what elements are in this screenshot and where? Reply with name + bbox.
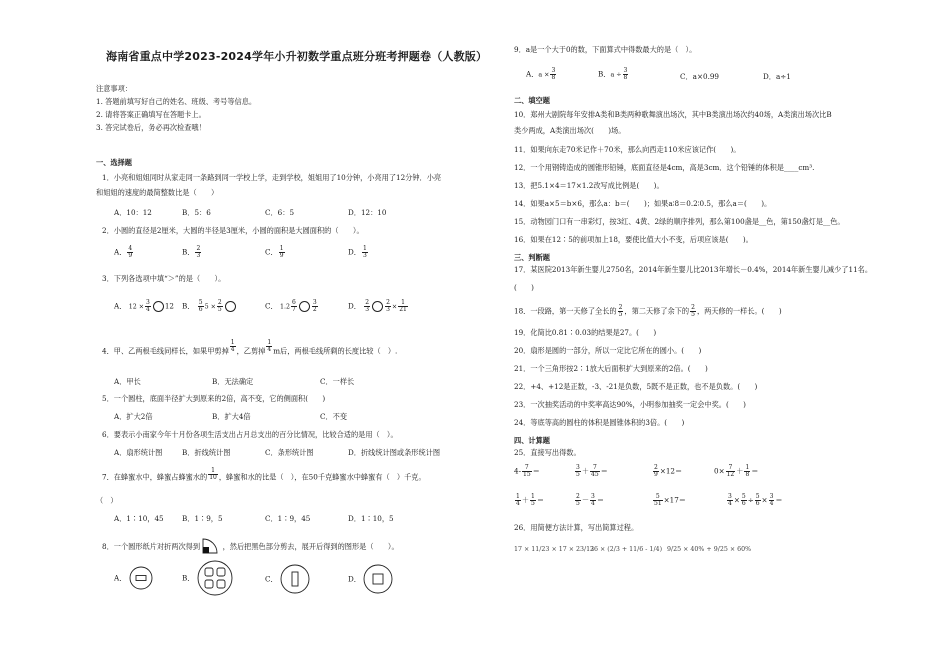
q8-option-d[interactable] xyxy=(348,564,393,594)
note-item: 2. 请将答案正确填写在答题卡上。 xyxy=(96,110,206,119)
q3-option-a[interactable] xyxy=(114,300,174,313)
frac-den: 10 xyxy=(209,474,217,481)
frac-den: 3 xyxy=(196,252,201,259)
calc-item xyxy=(652,494,686,507)
frac-den: 15 xyxy=(523,471,531,478)
simplify-expr-3: 9/25 × 40% + 9/25 × 60% xyxy=(667,546,752,553)
q4-text xyxy=(102,339,398,358)
q7-option-c[interactable]: C．1∶9，45 xyxy=(265,514,311,523)
q5-option-b[interactable]: B．扩大4倍 xyxy=(212,412,251,421)
section-calc-heading: 四、计算题 xyxy=(514,436,550,445)
circle-with-square-figure xyxy=(363,564,393,594)
frac-num: 3 xyxy=(769,493,774,500)
q6-option-d[interactable]: D．折线统计图或条形统计图 xyxy=(348,448,441,457)
frac-den: 45 xyxy=(591,471,599,478)
q16-text: 16．如果在12∶5的前项加上18，要使比值大小不变，后项应该是( )。 xyxy=(514,235,753,244)
frac-num: 1 xyxy=(745,464,750,471)
frac-den: 5 xyxy=(531,500,535,507)
q2-option-d[interactable] xyxy=(348,246,369,259)
expr-part: ＝ xyxy=(775,495,783,505)
frac-num: 2 xyxy=(691,304,695,311)
frac-den: 9 xyxy=(654,471,658,478)
q18-text-part: ，第二天修了余下的 xyxy=(624,306,690,316)
frac-num: 3 xyxy=(145,299,150,306)
calc-item: $\frac{3}{4}$ × $\frac{5}{6}$ ÷ $\frac{5}{6}$ × $\frac{3}{4}$ ＝ xyxy=(728,493,783,507)
q18-text xyxy=(514,305,782,318)
q5-text: 5．一个圆柱，底面半径扩大到原来的2倍，高不变，它的侧面积( ) xyxy=(102,394,326,403)
compare-circle xyxy=(372,301,383,312)
frac-den: 3 xyxy=(365,306,370,313)
q1-option-b[interactable]: B．5：6 xyxy=(182,208,211,217)
q8-option-a[interactable] xyxy=(114,566,153,590)
frac-den: 7 xyxy=(292,306,296,313)
q3-option-d-label: D． xyxy=(348,301,361,311)
q8-option-b-label: B． xyxy=(182,573,195,583)
expr-part: ＝ xyxy=(596,495,605,505)
q1-option-d[interactable]: D．12：10 xyxy=(348,208,387,217)
frac-num: 1 xyxy=(279,245,284,252)
q18-text-part: 18．一段路，第一天修了全长的 xyxy=(514,306,617,316)
q1-option-c[interactable]: C．6：5 xyxy=(265,208,295,217)
expr-part: a ÷ xyxy=(610,71,622,79)
q7-option-d[interactable]: D．1∶10，5 xyxy=(348,514,394,523)
q12-text: 12．一个用钢铸造成的圆锥形铅锤，底面直径是4cm，高是3cm．这个铅锤的体积是____cm³. xyxy=(514,163,815,172)
compare-circle xyxy=(299,301,310,312)
frac-num: 2 xyxy=(576,493,580,500)
frac-num: 3 xyxy=(591,493,595,500)
expr-part: ＋ xyxy=(581,466,590,476)
expr-part: ×12＝ xyxy=(659,466,683,476)
notes-heading: 注意事项： xyxy=(96,84,132,93)
frac-num: 1 xyxy=(362,245,367,252)
q3-option-c-label: C． xyxy=(265,301,278,311)
expr-part: 12 xyxy=(164,301,174,311)
frac-num: 3 xyxy=(312,299,317,306)
frac-den: 3 xyxy=(386,306,390,313)
expr-part: － xyxy=(581,495,590,505)
frac-num: 3 xyxy=(576,464,580,471)
frac-num: 1 xyxy=(267,339,272,346)
frac-num: 1 xyxy=(398,300,408,307)
q15-text: 15．动物园门口有一串彩灯，按3红、4黄、2绿的顺序排列，那么第100盏是__色，第150盏灯是__色。 xyxy=(514,217,845,226)
frac-den: 8 xyxy=(623,74,628,81)
frac-num: 2 xyxy=(365,299,370,306)
expr-part: ×17＝ xyxy=(663,495,686,505)
frac-num: 1 xyxy=(531,493,535,500)
frac-den: 9 xyxy=(128,252,133,259)
frac-num: 6 xyxy=(292,299,296,306)
q25-text: 25．直接写出得数。 xyxy=(514,448,581,457)
q26-text: 26．用简便方法计算，写出简算过程。 xyxy=(514,523,639,532)
q7-option-b[interactable]: B．1∶9，5 xyxy=(182,514,223,523)
expr-part: ＝ xyxy=(600,466,608,476)
frac-num: 2 xyxy=(654,464,658,471)
folded-quarter-circle-figure xyxy=(202,538,220,556)
frac-den: 6 xyxy=(755,500,760,507)
expr-part: a × xyxy=(538,71,550,79)
frac-num: 5 xyxy=(755,493,760,500)
q3-option-c[interactable] xyxy=(265,300,319,313)
frac-den: 5 xyxy=(576,471,580,478)
q7-text-part: 7．在蜂蜜水中，蜂蜜占蜂蜜水的 xyxy=(102,472,208,482)
frac-num: 7 xyxy=(590,465,600,472)
frac-den: 4 xyxy=(591,500,595,507)
expr-part: 0× xyxy=(714,466,725,476)
q5-option-c[interactable]: C．不变 xyxy=(320,412,348,421)
q9-option-c[interactable]: C．a×0.99 xyxy=(680,72,719,81)
frac-den: 4 xyxy=(145,306,150,313)
q2-option-d-label: D． xyxy=(348,247,361,257)
calc-item xyxy=(574,494,604,507)
frac-den: 6 xyxy=(741,500,746,507)
frac-num: 3 xyxy=(623,67,628,74)
q6-option-b[interactable]: B．折线统计图 xyxy=(182,448,231,457)
q3-option-a-label: A． xyxy=(114,301,127,311)
q6-option-a[interactable]: A．扇形统计图 xyxy=(114,448,163,457)
frac-den: 5 xyxy=(618,311,623,318)
calc-item xyxy=(514,465,540,478)
frac-num: 2 xyxy=(618,304,623,311)
q9-option-d[interactable]: D．a÷1 xyxy=(763,72,791,81)
q21-text: 21．一个三角形按2∶1放大后面积扩大到原来的2倍。( ) xyxy=(514,364,708,373)
frac-den: 4 xyxy=(516,500,520,507)
q4-text-part: ，乙剪掉 xyxy=(236,346,266,356)
q6-option-c[interactable]: C．条形统计图 xyxy=(265,448,314,457)
frac-den: 4 xyxy=(230,346,235,353)
frac-num: 7 xyxy=(726,465,736,472)
frac-num: 1 xyxy=(230,339,235,346)
section-judge-heading: 三、判断题 xyxy=(514,253,550,262)
section-choice-heading: 一、选择题 xyxy=(96,158,132,167)
q2-option-c[interactable] xyxy=(265,246,286,259)
q22-text: 22．+4、+12是正数，-3、-21是负数，5既不是正数，也不是负数。( ) xyxy=(514,382,758,391)
q9-text: 9．a是一个大于0的数，下面算式中得数最大的是（ ）。 xyxy=(514,45,697,54)
frac-den: 8 xyxy=(551,74,556,81)
q8-text xyxy=(102,538,399,556)
q13-text: 13．把5.1×4＝17×1.2改写成比例是( )。 xyxy=(514,181,664,190)
frac-den: 4 xyxy=(728,500,732,507)
frac-den: 4 xyxy=(769,500,774,507)
q9-option-b-label: B． xyxy=(598,69,611,79)
frac-den: 5 xyxy=(217,306,222,313)
frac-num: 5 xyxy=(198,299,203,306)
frac-den: 9 xyxy=(279,252,284,259)
frac-num: 3 xyxy=(551,67,556,74)
frac-den: 8 xyxy=(745,471,750,478)
simplify-expr-2: 36 × (2/3 + 11/6 - 1/4) xyxy=(590,546,663,553)
q4-text-part: m后，两根毛线所剩的长度比较（ ）. xyxy=(273,346,398,356)
frac-den: 3 xyxy=(362,252,367,259)
expr-part: 1.2 xyxy=(279,303,290,311)
q7-text xyxy=(102,467,426,484)
q5-option-a[interactable]: A．扩大2倍 xyxy=(114,412,153,421)
section-fill-heading: 二、填空题 xyxy=(514,96,550,105)
q10-text: 10．郑州大剧院每年安排A类和B类两种歌舞演出场次，其中B类演出场次约40场，A类演出场次比B xyxy=(514,110,832,119)
q7-paren: （ ） xyxy=(96,496,118,505)
q7-option-a[interactable]: A．1∶10，45 xyxy=(114,514,164,523)
compare-circle xyxy=(153,301,164,312)
frac-den: 5 xyxy=(691,311,695,318)
q3-text: 3．下列各选项中填“＞”的是（ ）。 xyxy=(102,274,226,283)
expr-part: 4- xyxy=(514,466,522,476)
frac-den: 5 xyxy=(576,500,580,507)
q6-text: 6．要表示小南家今年十月份各项生活支出占月总支出的百分比情况，比较合适的是用（ ）。 xyxy=(102,430,398,439)
q4-option-c[interactable]: C．一样长 xyxy=(320,377,355,386)
q8-option-c[interactable] xyxy=(265,564,310,594)
q4-option-b[interactable]: B．无法确定 xyxy=(212,377,254,386)
q8-text-part: 8．一个圆形纸片对折两次得到 xyxy=(102,542,201,551)
frac-den: 12 xyxy=(726,471,735,478)
q3-option-b[interactable] xyxy=(182,300,237,313)
frac-den: 51 xyxy=(654,500,662,507)
frac-den: 6 xyxy=(198,306,203,313)
calc-item xyxy=(652,465,682,478)
q14-text: 14．如果a×5＝b×6，那么a：b＝( )；如果a∶8＝0.2∶0.5，那么a＝( )。 xyxy=(514,199,772,208)
exam-title: 海南省重点中学2023-2024学年小升初数学重点班分班考押题卷（人教版） xyxy=(106,50,488,63)
circle-with-vertical-slot-figure xyxy=(280,564,310,594)
q11-text: 11．如果向东走70米记作＋70米，那么向西走110米应该记作( )。 xyxy=(514,145,741,154)
calc-item xyxy=(574,465,608,478)
q2-option-b-label: B． xyxy=(182,247,195,257)
q1-text-cont: 和姐姐的速度的最简整数比是（ ） xyxy=(96,188,219,197)
frac-num: 2 xyxy=(196,245,201,252)
q18-text-part: ，两天修的一样长。( ) xyxy=(696,306,782,316)
frac-num: 1 xyxy=(208,468,218,475)
frac-num: 5 xyxy=(741,493,746,500)
frac-den: 4 xyxy=(267,346,272,353)
q3-option-b-label: B． xyxy=(182,301,195,311)
expr-part: ＝ xyxy=(536,495,545,505)
q1-text: 1．小亮和姐姐同时从家走同一条路到同一学校上学，走到学校，姐姐用了10分钟，小亮用了12分钟．小亮 xyxy=(102,173,442,182)
q9-option-a-label: A． xyxy=(526,69,539,79)
circle-with-slot-figure xyxy=(129,566,153,590)
calc-item xyxy=(514,494,544,507)
calc-item: 0× $\frac{7}{12}$ ＋ $\frac{1}{8}$ ＝ xyxy=(714,464,759,478)
frac-den: 21 xyxy=(399,306,407,313)
simplify-expr-1: 17 × 11/23 × 17 × 23/12 xyxy=(514,546,595,553)
q9-option-b[interactable] xyxy=(598,68,629,81)
q17-text: 17．某医院2013年新生婴儿2750名，2014年新生婴儿比2013年增长－0.4%，2014年新生婴儿减少了11名。 xyxy=(514,265,873,274)
circle-with-four-squares-figure xyxy=(197,560,233,596)
frac-num: 1 xyxy=(516,493,520,500)
expr-part: ＝ xyxy=(751,466,759,476)
frac-den: 2 xyxy=(312,306,317,313)
q9-option-a[interactable] xyxy=(526,68,557,81)
note-item: 1. 答题前填写好自己的姓名、班级、考号等信息。 xyxy=(96,97,257,106)
q2-option-b[interactable] xyxy=(182,246,202,259)
frac-num: 7 xyxy=(522,465,532,472)
expr-part: ＝ xyxy=(532,466,540,476)
q24-text: 24．等底等高的圆柱的体积是圆锥体积的3倍。( ) xyxy=(514,418,685,427)
note-item: 3. 答完试卷后，务必再次检查哦！ xyxy=(96,123,206,132)
q8-option-b[interactable] xyxy=(182,560,233,596)
q17-paren: ( ) xyxy=(514,283,534,292)
q2-text: 2．小圆的直径是2厘米，大圆的半径是3厘米，小圆的面积是大圆面积的（ ）。 xyxy=(102,226,364,235)
q1-option-a[interactable]: A．10：12 xyxy=(114,208,152,217)
q2-option-a[interactable] xyxy=(114,246,134,259)
frac-num: 2 xyxy=(217,299,222,306)
q8-option-d-label: D． xyxy=(348,574,361,584)
expr-part: 12 × xyxy=(128,303,144,311)
q10-text-cont: 类少两成，A类演出场次( )场。 xyxy=(514,126,626,135)
q3-option-d[interactable]: D． $\frac{2}{3}$ $\frac{2}{3}$ × $\frac{1}{21}$ xyxy=(348,299,407,313)
frac-num: 2 xyxy=(386,299,390,306)
q8-option-a-label: A． xyxy=(114,573,127,583)
q20-text: 20．扇形是圆的一部分，所以一定比它所在的圆小。( ) xyxy=(514,346,702,355)
expr-part: 5 × xyxy=(204,303,216,311)
q7-text-part: ，蜂蜜和水的比是（ ），在50千克蜂蜜水中蜂蜜有（ ）千克。 xyxy=(218,472,426,482)
q8-option-c-label: C． xyxy=(265,574,278,584)
q23-text: 23．一次抽奖活动的中奖率高达90%，小明参加抽奖一定会中奖。( ) xyxy=(514,400,746,409)
expr-part: ＋ xyxy=(521,495,530,505)
q4-text-part: 4．甲、乙两根毛线同样长，如果甲剪掉 xyxy=(102,346,229,356)
q2-option-c-label: C． xyxy=(265,247,278,257)
frac-num: 5 xyxy=(653,494,663,501)
q8-text-part: ，然后把黑色部分剪去，展开后得到的图形是（ ）。 xyxy=(222,542,399,551)
compare-circle xyxy=(225,301,236,312)
q19-text: 19．化简比0.81∶0.03的结果是27。( ) xyxy=(514,328,657,337)
frac-num: 3 xyxy=(728,493,732,500)
q4-option-a[interactable]: A．甲长 xyxy=(114,377,141,386)
q2-option-a-label: A． xyxy=(114,247,127,257)
frac-num: 4 xyxy=(128,245,133,252)
